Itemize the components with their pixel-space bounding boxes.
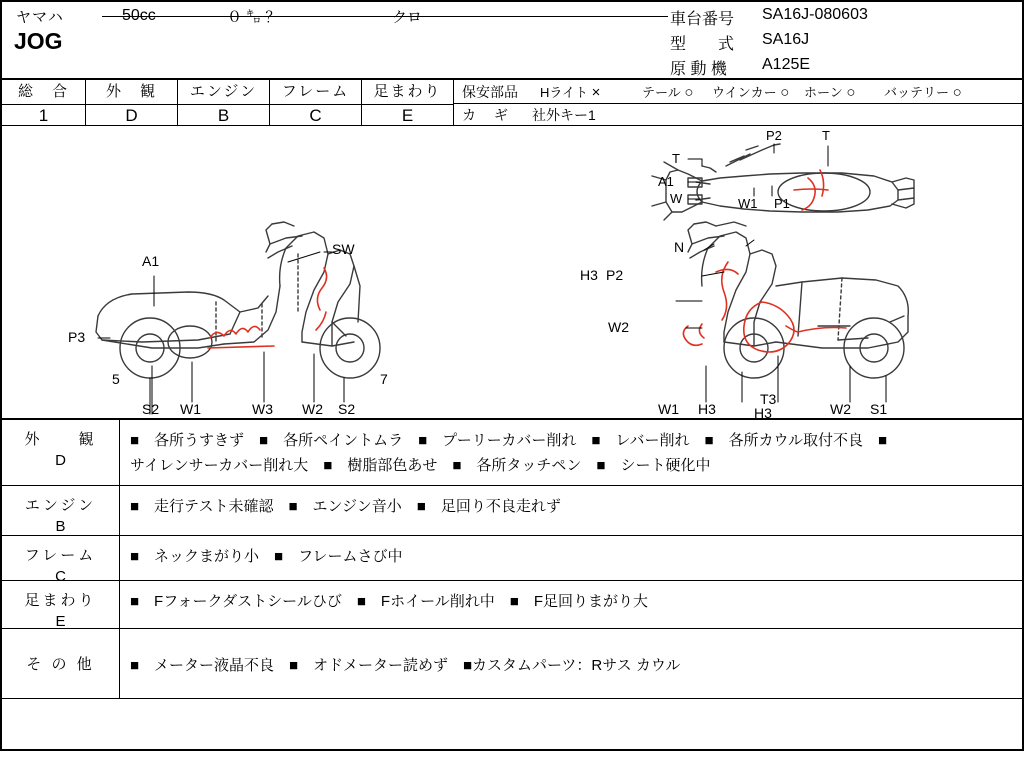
remarks-blank-area xyxy=(2,699,1022,749)
svg-text:T: T xyxy=(822,128,830,143)
odometer-reading: ０ ㌔ ？ xyxy=(227,9,281,26)
remarks-label-other xyxy=(2,629,120,698)
svg-text:7: 7 xyxy=(380,371,388,387)
grade-exterior-value: D xyxy=(86,104,177,127)
svg-text:P1: P1 xyxy=(774,196,790,211)
grade-total-label: 総 合 xyxy=(17,83,69,100)
equip-taillight-mark: ○ xyxy=(684,84,694,101)
remarks-row-exterior xyxy=(2,420,1022,486)
equipment-label: 保安部品 xyxy=(462,84,518,100)
svg-text:W1: W1 xyxy=(738,196,758,211)
svg-text:W2: W2 xyxy=(608,319,629,335)
top-view-labels xyxy=(658,128,830,211)
remarks-text-other xyxy=(120,629,1022,698)
remarks-label-exterior-grade: D xyxy=(55,452,66,469)
remarks-row-suspension xyxy=(2,581,1022,629)
equip-battery-label: バッテリー xyxy=(884,85,950,100)
remarks-text-engine xyxy=(120,486,1022,535)
right-side-drawing xyxy=(688,222,908,378)
key-row xyxy=(454,104,1022,126)
grade-row xyxy=(0,78,1024,126)
equip-taillight xyxy=(642,82,693,101)
engine-label: 原 動 機 xyxy=(670,61,727,78)
remarks-row-other xyxy=(2,629,1022,699)
type-label: 型 式 xyxy=(670,36,735,53)
remarks-text-other-line1: ■ メーター液晶不良 ■ オドメーター読めず ■カスタムパーツ：Rサス カウル xyxy=(130,657,681,674)
remarks-text-exterior xyxy=(120,420,1022,485)
vin-value: SA16J-080603 xyxy=(762,6,868,23)
svg-text:T: T xyxy=(672,151,680,166)
svg-text:W1: W1 xyxy=(180,401,201,417)
remarks-text-exterior-line1: ■ 各所うすきず ■ 各所ペイントムラ ■ プーリーカバー削れ ■ レバー削れ ■ 各所カウル取付不良 ■ xyxy=(130,432,888,449)
damage-mark-left xyxy=(208,268,327,348)
maker-name: ヤマハ xyxy=(16,9,64,26)
svg-text:W: W xyxy=(670,191,683,206)
svg-text:SW: SW xyxy=(332,241,355,257)
grade-engine-value: B xyxy=(178,104,269,127)
svg-text:H3: H3 xyxy=(754,405,772,418)
body-color: クロ xyxy=(392,9,423,26)
vin-label: 車台番号 xyxy=(670,11,735,28)
right-view-labels xyxy=(580,239,887,418)
equip-battery xyxy=(884,82,962,101)
svg-text:S2: S2 xyxy=(142,401,160,417)
remarks-text-frame xyxy=(120,536,1022,580)
svg-text:A1: A1 xyxy=(658,174,674,189)
remarks-label-exterior xyxy=(2,420,120,485)
engine-value: A125E xyxy=(762,56,811,73)
header-divider-line xyxy=(102,16,668,17)
equip-horn-label: ホーン xyxy=(804,85,843,100)
remarks-row-frame xyxy=(2,536,1022,585)
remarks-label-engine-grade: B xyxy=(55,518,66,535)
grade-suspension xyxy=(362,80,454,125)
remarks-label-suspension-title: 足まわり xyxy=(24,592,97,609)
remarks-label-suspension xyxy=(2,581,120,628)
equip-headlight-label: Hライト xyxy=(540,85,588,100)
remarks-text-engine-line1: ■ 走行テスト未確認 ■ エンジン音小 ■ 足回り不良走れず xyxy=(130,498,561,515)
remarks-row-blank xyxy=(2,699,1022,749)
remarks-label-frame-grade: C xyxy=(55,568,66,585)
equip-winker-mark: ○ xyxy=(780,84,790,101)
svg-text:W1: W1 xyxy=(658,401,679,417)
remarks-text-frame-line1: ■ ネックまがり小 ■ フレームさび中 xyxy=(130,548,403,565)
remarks-text-suspension xyxy=(120,581,1022,628)
equipment-items-row xyxy=(454,80,1022,104)
displacement: 50cc xyxy=(122,7,156,24)
remarks-label-suspension-grade: E xyxy=(55,613,66,630)
equipment-block xyxy=(454,80,1022,125)
grade-suspension-value: E xyxy=(362,104,453,127)
svg-text:S2: S2 xyxy=(338,401,356,417)
type-value: SA16J xyxy=(762,31,810,48)
equip-taillight-label: テール xyxy=(642,85,681,100)
equip-winker-label: ウインカー xyxy=(712,85,777,100)
equip-horn xyxy=(804,82,855,101)
equip-winker xyxy=(712,82,789,101)
grade-frame xyxy=(270,80,362,125)
key-value: 社外キー1 xyxy=(532,107,596,123)
remarks-label-engine xyxy=(2,486,120,535)
equip-battery-mark: ○ xyxy=(952,84,962,101)
grade-total-value: 1 xyxy=(2,104,85,127)
diagram-svg xyxy=(2,126,1022,418)
svg-text:A1: A1 xyxy=(142,253,160,269)
svg-text:P3: P3 xyxy=(68,329,86,345)
remarks-label-frame xyxy=(2,536,120,585)
equip-horn-mark: ○ xyxy=(846,84,856,101)
svg-text:P2: P2 xyxy=(606,267,624,283)
svg-text:S1: S1 xyxy=(870,401,888,417)
remarks-label-frame-title: フレーム xyxy=(24,547,97,564)
grade-total xyxy=(2,80,86,125)
equip-headlight xyxy=(540,82,600,101)
left-view-labels xyxy=(68,241,388,417)
svg-text:H3: H3 xyxy=(698,401,716,417)
grade-engine-label: エンジン xyxy=(189,83,258,100)
key-label: カ ギ xyxy=(462,107,510,123)
grade-frame-value: C xyxy=(270,104,361,127)
svg-text:5: 5 xyxy=(112,371,120,387)
grade-engine xyxy=(178,80,270,125)
svg-text:H3: H3 xyxy=(580,267,598,283)
remarks-label-engine-title: エンジン xyxy=(24,497,97,514)
remarks-row-engine xyxy=(2,486,1022,536)
sheet-header xyxy=(0,0,1024,78)
grade-exterior xyxy=(86,80,178,125)
remarks-text-suspension-line1: ■ Fフォークダストシールひび ■ Fホイール削れ中 ■ F足回りまがり大 xyxy=(130,593,649,610)
svg-text:W3: W3 xyxy=(252,401,273,417)
remarks-table xyxy=(0,420,1024,751)
damage-diagram xyxy=(0,126,1024,420)
remarks-label-other-title: そ の 他 xyxy=(26,656,95,673)
grade-exterior-label: 外 観 xyxy=(105,83,157,100)
svg-text:N: N xyxy=(674,239,685,255)
svg-text:T3: T3 xyxy=(760,391,777,407)
equip-headlight-mark: × xyxy=(591,84,601,101)
grade-suspension-label: 足まわり xyxy=(373,83,442,100)
right-view-leaders xyxy=(686,240,886,402)
svg-text:W2: W2 xyxy=(830,401,851,417)
remarks-label-exterior-title: 外 観 xyxy=(24,431,97,448)
grade-frame-label: フレーム xyxy=(281,83,350,100)
svg-text:W2: W2 xyxy=(302,401,323,417)
model-name: JOG xyxy=(14,28,63,54)
remarks-text-exterior-line2: サイレンサーカバー削れ大 ■ 樹脂部色あせ ■ 各所タッチペン ■ シート硬化中 xyxy=(130,457,711,474)
svg-text:P2: P2 xyxy=(766,128,782,143)
